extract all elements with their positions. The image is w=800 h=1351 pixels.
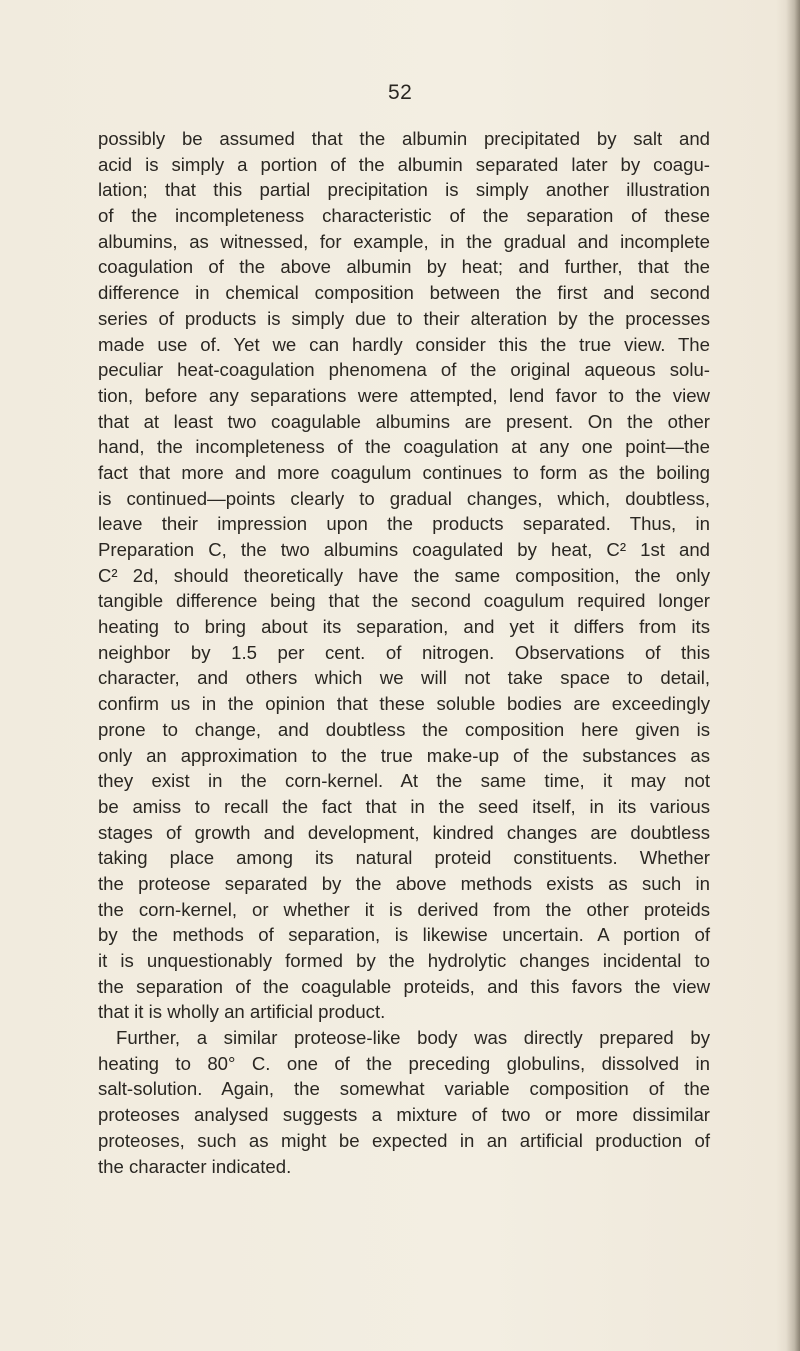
text-line: lation; that this partial precipitation is simply another illustration bbox=[98, 179, 710, 201]
text-line: Further, a similar proteose-like body was directly prepared by bbox=[116, 1027, 710, 1049]
text-line: the proteose separated by the above methods exists as such in bbox=[98, 872, 710, 894]
page-number: 52 bbox=[388, 81, 413, 104]
text-line: is continued—points clearly to gradual changes, which, doubtless, bbox=[98, 487, 710, 509]
text-line: proteoses, such as might be expected in an artificial production of bbox=[98, 1129, 710, 1151]
text-line: neighbor by 1.5 per cent. of nitrogen. Observations of this bbox=[98, 641, 710, 663]
text-line: leave their impression upon the products separated. Thus, in bbox=[98, 513, 710, 535]
page-edge-shadow bbox=[786, 0, 800, 1351]
text-line: salt-solution. Again, the somewhat variable composition of the bbox=[98, 1078, 710, 1100]
text-line: tangible difference being that the second coagulum required longer bbox=[98, 590, 710, 612]
text-line: albumins, as witnessed, for example, in the gradual and incomplete bbox=[98, 230, 710, 252]
text-line: they exist in the corn-kernel. At the same time, it may not bbox=[98, 770, 710, 792]
text-line: of the incompleteness characteristic of the separation of these bbox=[98, 205, 710, 227]
text-line: prone to change, and doubtless the composition here given is bbox=[98, 718, 710, 740]
text-line: that at least two coagulable albumins are present. On the other bbox=[98, 410, 710, 432]
text-line: hand, the incompleteness of the coagulation at any one point—the bbox=[98, 436, 710, 458]
text-line: C² 2d, should theoretically have the same composition, the only bbox=[98, 564, 710, 586]
text-line: tion, before any separations were attempted, lend favor to the view bbox=[98, 384, 710, 406]
text-line: heating to bring about its separation, and yet it differs from its bbox=[98, 616, 710, 638]
text-line: by the methods of separation, is likewise uncertain. A portion of bbox=[98, 924, 710, 946]
text-line: be amiss to recall the fact that in the seed itself, in its various bbox=[98, 795, 710, 817]
text-line: Preparation C, the two albumins coagulated by heat, C² 1st and bbox=[98, 539, 710, 560]
text-line: only an approximation to the true make-up of the substances as bbox=[98, 744, 710, 766]
body-text bbox=[98, 126, 710, 1179]
text-line: acid is simply a portion of the albumin separated later by coagu- bbox=[98, 153, 710, 175]
text-line: heating to 80° C. one of the preceding globulins, dissolved in bbox=[98, 1052, 710, 1074]
text-line: coagulation of the above albumin by heat; and further, that the bbox=[98, 256, 710, 278]
text-line: series of products is simply due to their alteration by the processes bbox=[98, 307, 710, 329]
text-line: the character indicated. bbox=[98, 1155, 292, 1177]
text-line: the separation of the coagulable proteids, and this favors the view bbox=[98, 975, 710, 997]
text-line: confirm us in the opinion that these soluble bodies are exceedingly bbox=[98, 693, 710, 715]
text-line: difference in chemical composition between the first and second bbox=[98, 282, 710, 304]
text-line: taking place among its natural proteid constituents. Whether bbox=[98, 847, 710, 869]
text-line: possibly be assumed that the albumin precipitated by salt and bbox=[98, 128, 710, 149]
text-line: the corn-kernel, or whether it is derived from the other proteids bbox=[98, 898, 710, 920]
text-line: it is unquestionably formed by the hydrolytic changes incidental to bbox=[98, 950, 710, 971]
text-line: proteoses analysed suggests a mixture of two or more dissimilar bbox=[98, 1104, 710, 1126]
text-line: peculiar heat-coagulation phenomena of the original aqueous solu- bbox=[98, 359, 710, 381]
text-line: made use of. Yet we can hardly consider this the true view. The bbox=[98, 333, 710, 355]
text-line: character, and others which we will not take space to detail, bbox=[98, 667, 710, 689]
text-line: fact that more and more coagulum continues to form as the boiling bbox=[98, 461, 710, 483]
text-line: that it is wholly an artificial product. bbox=[98, 1001, 386, 1023]
text-line: stages of growth and development, kindred changes are doubtless bbox=[98, 821, 710, 843]
